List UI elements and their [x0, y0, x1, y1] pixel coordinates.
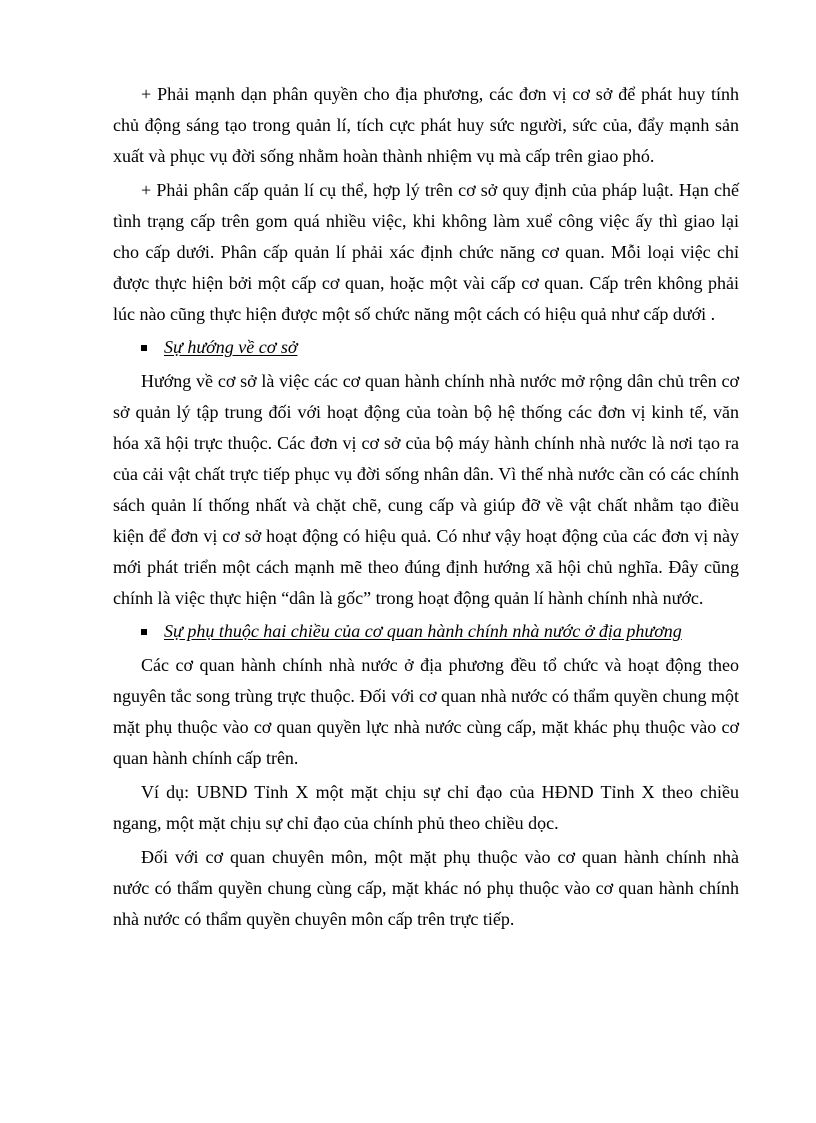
square-bullet-icon: [141, 345, 147, 351]
section-heading-grassroots: [113, 332, 739, 363]
paragraph-management-levels: + Phải phân cấp quản lí cụ thể, hợp lý trên cơ sở quy định của pháp luật. Hạn chế tình trạng cấp trên gom quá nhiều việc, khi không làm xuể công việc ấy thì giao lại cho cấp dưới. Phân cấp quản lí phải xác định chức năng cơ quan. Mỗi loại việc chỉ được thực hiện bởi một cấp cơ quan, hoặc một vài cấp cơ quan. Cấp trên không phải lúc nào cũng thực hiện được một số chức năng một cách có hiệu quả như cấp dưới .: [113, 180, 739, 324]
section-heading-dual-subordination: [113, 616, 739, 647]
document-page: [113, 79, 739, 935]
paragraph-decentralize-localities: + Phải mạnh dạn phân quyền cho địa phương, các đơn vị cơ sở để phát huy tính chủ động sáng tạo trong quản lí, tích cực phát huy sức người, sức của, đẩy mạnh sản xuất và phục vụ đời sống nhằm hoàn thành nhiệm vụ mà cấp trên giao phó.: [113, 84, 739, 166]
paragraph-grassroots-orientation: Hướng về cơ sở là việc các cơ quan hành chính nhà nước mở rộng dân chủ trên cơ sở quản lý tập trung đối với hoạt động của toàn bộ hệ thống các đơn vị kinh tế, văn hóa xã hội trực thuộc. Các đơn vị cơ sở của bộ máy hành chính nhà nước là nơi tạo ra của cải vật chất trực tiếp phục vụ đời sống nhân dân. Vì thế nhà nước cần có các chính sách quản lí thống nhất và chặt chẽ, cung cấp và giúp đỡ về vật chất nhằm tạo điều kiện để đơn vị cơ sở hoạt động có hiệu quả. Có như vậy hoạt động của các đơn vị này mới phát triển một cách mạnh mẽ theo đúng định hướng xã hội chủ nghĩa. Đây cũng chính là việc thực hiện “dân là gốc” trong hoạt động quản lí hành chính nhà nước.: [113, 371, 739, 608]
paragraph-dual-subordination: Các cơ quan hành chính nhà nước ở địa phương đều tổ chức và hoạt động theo nguyên tắc song trùng trực thuộc. Đối với cơ quan nhà nước có thẩm quyền chung một mặt phụ thuộc vào cơ quan quyền lực nhà nước cùng cấp, mặt khác phụ thuộc vào cơ quan hành chính cấp trên.: [113, 655, 739, 768]
section-heading-text: Sự hướng về cơ sở: [164, 337, 298, 357]
paragraph-example: Ví dụ: UBND Tỉnh X một mặt chịu sự chỉ đạo của HĐND Tỉnh X theo chiều ngang, một mặt chịu sự chỉ đạo của chính phủ theo chiều dọc.: [113, 782, 739, 833]
square-bullet-icon: [141, 629, 147, 635]
section-heading-text: Sự phụ thuộc hai chiều của cơ quan hành chính nhà nước ở địa phương: [164, 621, 682, 641]
paragraph-specialized-agencies: Đối với cơ quan chuyên môn, một mặt phụ thuộc vào cơ quan hành chính nhà nước có thẩm quyền chung cùng cấp, mặt khác nó phụ thuộc vào cơ quan hành chính nhà nước có thẩm quyền chuyên môn cấp trên trực tiếp.: [113, 847, 739, 929]
